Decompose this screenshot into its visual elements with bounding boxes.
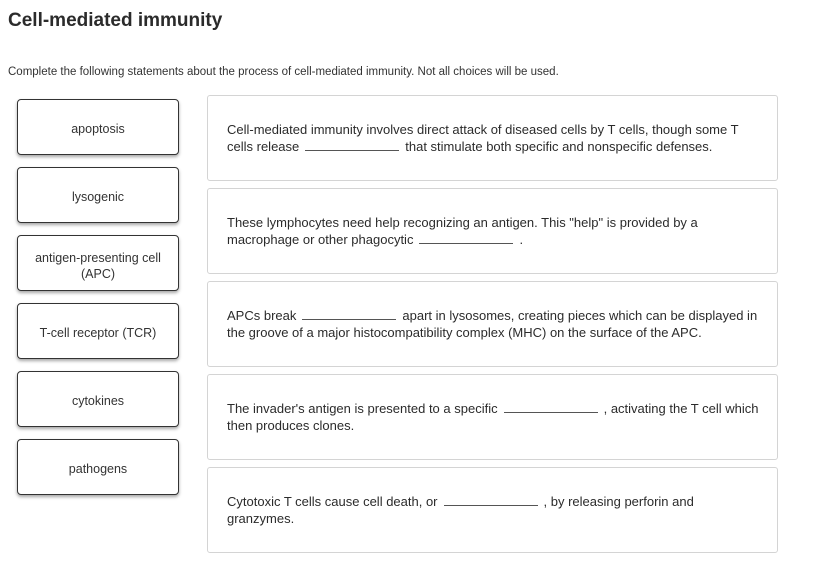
statement-box [207,467,778,553]
choice-pathogens[interactable]: pathogens [17,439,179,495]
statement-text [227,400,759,434]
statement-text-after: that stimulate both specific and nonspecific defenses. [405,139,713,154]
statement-text-before: These lymphocytes need help recognizing an antigen. This "help" is provided by a macrophage or other phagocytic [227,215,698,247]
statement-text [227,121,759,155]
statement-text-before: APCs break [227,308,297,323]
drop-blank[interactable] [504,412,598,413]
statement-text-before: The invader's antigen is presented to a specific [227,401,498,416]
choice-antigen-presenting-cell[interactable]: antigen-presenting cell (APC) [17,235,179,291]
statement-text-before: Cytotoxic T cells cause cell death, or [227,494,438,509]
statement-text-after: apart in lysosomes, creating pieces which can be displayed in the groove of a major histocompatibility complex (MHC) on the surface of the APC. [227,308,758,340]
drop-blank[interactable] [302,319,396,320]
drop-blank[interactable] [444,505,538,506]
statement-box [207,374,778,460]
instructions: Complete the following statements about the process of cell-mediated immunity. Not all choices will be used. [8,66,559,78]
statement-text [227,307,759,341]
page-title: Cell-mediated immunity [8,10,223,31]
drop-blank[interactable] [419,243,513,244]
choice-lysogenic[interactable]: lysogenic [17,167,179,223]
statement-box [207,281,778,367]
drop-blank[interactable] [305,150,399,151]
choice-apoptosis[interactable]: apoptosis [17,99,179,155]
statement-text [227,214,759,248]
statement-box [207,95,778,181]
statement-box [207,188,778,274]
choice-t-cell-receptor[interactable]: T-cell receptor (TCR) [17,303,179,359]
statement-text-after: , activating the T cell which then produces clones. [227,401,759,433]
statement-text-after: . [519,232,524,247]
statement-text-after: , by releasing perforin and granzymes. [227,494,694,526]
statement-text-before: Cell-mediated immunity involves direct attack of diseased cells by T cells, though some T cells release [227,122,739,154]
choice-cytokines[interactable]: cytokines [17,371,179,427]
statement-text [227,493,759,527]
